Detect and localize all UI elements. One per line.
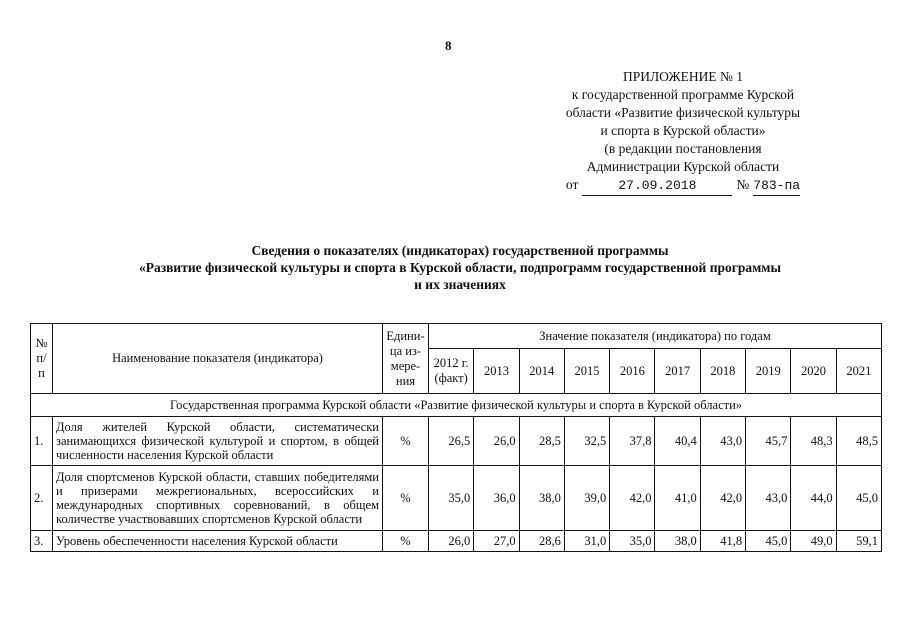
decree-number: 783-па — [753, 177, 800, 196]
header-year: 2016 — [610, 349, 655, 394]
header-name: Наименование показателя (индикатора) — [53, 324, 383, 394]
date-prefix: от — [565, 177, 579, 192]
number-prefix: № — [736, 177, 750, 192]
appendix-line: и спорта в Курской области» — [600, 123, 766, 138]
header-unit: Едини- ца из- мере- ния — [383, 324, 429, 394]
title-line-2: «Развитие физической культуры и спорта в Курской области, подпрограмм государственной программы — [138, 260, 782, 275]
row-value: 42,0 — [700, 466, 745, 531]
row-value: 36,0 — [474, 466, 519, 531]
header-year: 2012 г. (факт) — [429, 349, 474, 394]
row-value: 26,0 — [429, 531, 474, 552]
row-value: 38,0 — [519, 466, 564, 531]
header-number: № п/п — [31, 324, 53, 394]
row-value: 35,0 — [429, 466, 474, 531]
row-name: Доля жителей Курской области, систематически занимающихся физической культурой и спортом, в общей численности населения Курской области — [53, 417, 383, 466]
row-value: 38,0 — [655, 531, 700, 552]
appendix-heading: ПРИЛОЖЕНИЕ № 1 — [622, 69, 744, 84]
header-years-group: Значение показателя (индикатора) по годам — [429, 324, 882, 349]
appendix-line: (в редакции постановления — [604, 141, 762, 156]
header-year: 2020 — [791, 349, 836, 394]
row-value: 41,8 — [700, 531, 745, 552]
decree-details — [538, 176, 828, 196]
header-year: 2014 — [519, 349, 564, 394]
row-value: 26,5 — [429, 417, 474, 466]
row-number: 2. — [31, 466, 53, 531]
title-line-1: Сведения о показателях (индикаторах) государственной программы — [251, 243, 669, 258]
row-number: 1. — [31, 417, 53, 466]
header-year: 2015 — [564, 349, 609, 394]
table-header-row — [31, 324, 882, 349]
row-unit: % — [383, 417, 429, 466]
decree-date: 27.09.2018 — [582, 177, 732, 196]
row-number: 3. — [31, 531, 53, 552]
header-year: 2021 — [836, 349, 881, 394]
row-value: 45,0 — [746, 531, 791, 552]
row-value: 27,0 — [474, 531, 519, 552]
row-unit: % — [383, 531, 429, 552]
indicators-table — [30, 323, 882, 552]
row-name: Уровень обеспеченности населения Курской области — [53, 531, 383, 552]
header-year: 2019 — [746, 349, 791, 394]
header-year: 2013 — [474, 349, 519, 394]
header-year: 2018 — [700, 349, 745, 394]
row-value: 40,4 — [655, 417, 700, 466]
appendix-line: к государственной программе Курской — [571, 87, 795, 102]
row-value: 26,0 — [474, 417, 519, 466]
row-value: 48,5 — [836, 417, 881, 466]
row-value: 45,7 — [746, 417, 791, 466]
row-value: 49,0 — [791, 531, 836, 552]
section-title: Государственная программа Курской области «Развитие физической культуры и спорта в Курской области» — [31, 394, 882, 417]
row-value: 43,0 — [700, 417, 745, 466]
row-unit: % — [383, 466, 429, 531]
row-value: 48,3 — [791, 417, 836, 466]
row-value: 39,0 — [564, 466, 609, 531]
appendix-line: области «Развитие физической культуры — [565, 105, 801, 120]
row-value: 32,5 — [564, 417, 609, 466]
row-value: 37,8 — [610, 417, 655, 466]
row-value: 43,0 — [746, 466, 791, 531]
row-value: 31,0 — [564, 531, 609, 552]
row-value: 28,6 — [519, 531, 564, 552]
row-value: 35,0 — [610, 531, 655, 552]
document-title — [60, 242, 860, 293]
section-row — [31, 394, 882, 417]
appendix-line: Администрации Курской области — [586, 159, 780, 174]
table-row — [31, 466, 882, 531]
appendix-block — [538, 68, 828, 196]
row-name: Доля спортсменов Курской области, ставших победителями и призерами межрегиональных, всероссийских и международных спортивных соревнований, в общем количестве участвовавших спортсменов Курской области — [53, 466, 383, 531]
table-row — [31, 531, 882, 552]
row-value: 42,0 — [610, 466, 655, 531]
header-year: 2017 — [655, 349, 700, 394]
row-value: 28,5 — [519, 417, 564, 466]
page-number: 8 — [445, 38, 452, 53]
row-value: 59,1 — [836, 531, 881, 552]
row-value: 44,0 — [791, 466, 836, 531]
title-line-3: и их значениях — [414, 277, 506, 292]
row-value: 45,0 — [836, 466, 881, 531]
table-row — [31, 417, 882, 466]
row-value: 41,0 — [655, 466, 700, 531]
